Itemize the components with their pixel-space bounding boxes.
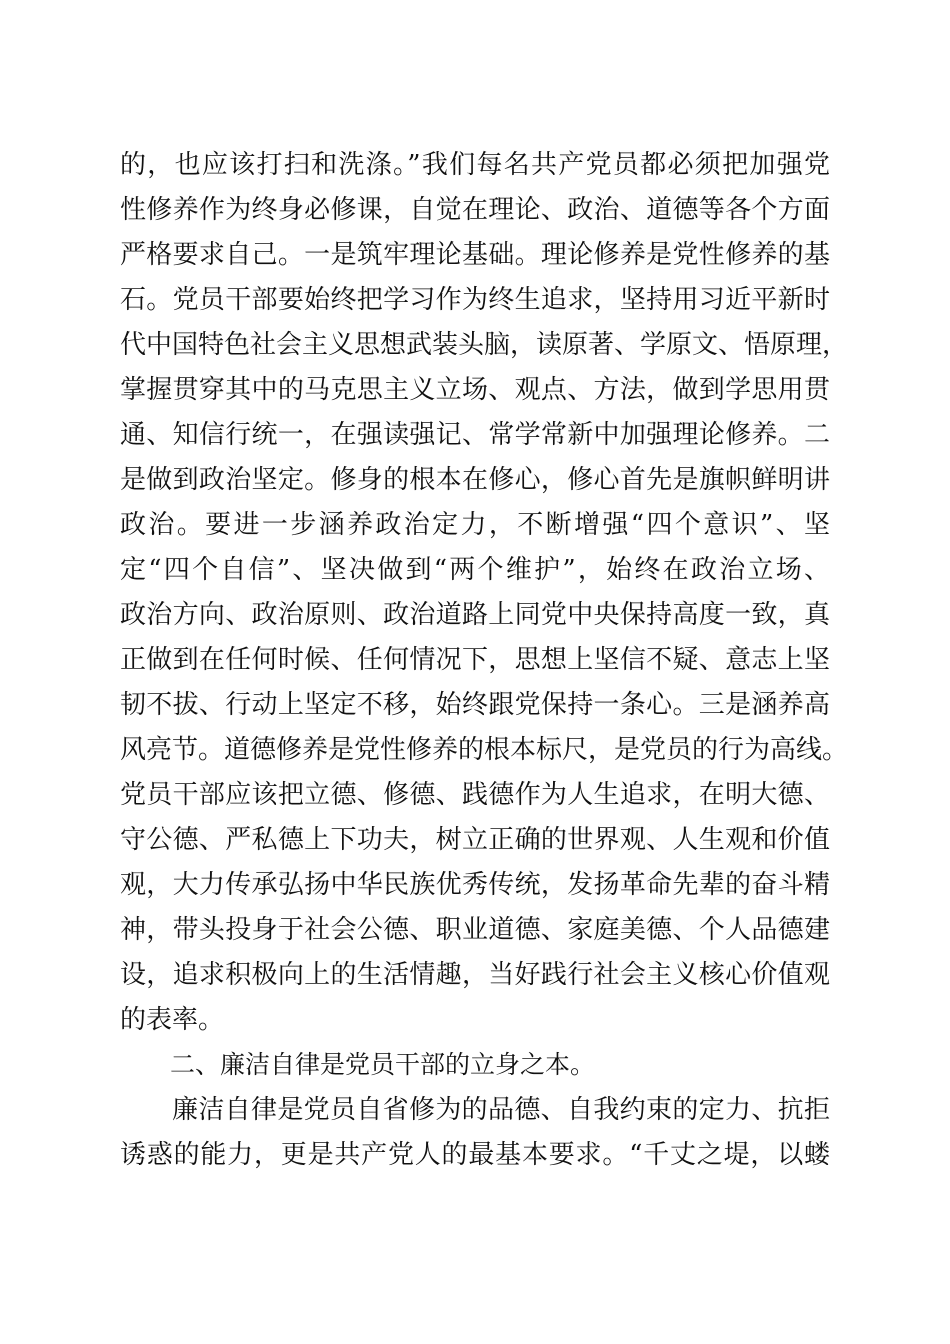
body-text-line: 观，大力传承弘扬中华民族优秀传统，发扬革命先辈的奋斗精	[120, 870, 830, 900]
body-text-line: 正做到在任何时候、任何情况下，思想上坚信不疑、意志上坚	[120, 645, 830, 675]
body-text-line: 廉洁自律是党员自省修为的品德、自我约束的定力、抗拒	[172, 1095, 830, 1125]
body-text-line: 诱惑的能力，更是共产党人的最基本要求。“千丈之堤，以蝼	[120, 1140, 830, 1170]
body-text-line: 设，追求积极向上的生活情趣，当好践行社会主义核心价值观	[120, 960, 830, 990]
body-text-line: 的表率。	[120, 1005, 225, 1035]
body-text-line: 性修养作为终身必修课，自觉在理论、政治、道德等各个方面	[120, 195, 830, 225]
body-text-line: 神，带头投身于社会公德、职业道德、家庭美德、个人品德建	[120, 915, 830, 945]
body-text-line: 的，也应该打扫和洗涤。”我们每名共产党员都必须把加强党	[120, 150, 830, 180]
body-text-line: 定“四个自信”、坚决做到“两个维护”，始终在政治立场、	[120, 555, 830, 585]
body-text-line: 党员干部应该把立德、修德、践德作为人生追求，在明大德、	[120, 780, 830, 810]
body-text-line: 政治。要进一步涵养政治定力，不断增强“四个意识”、坚	[120, 510, 830, 540]
body-text-line: 代中国特色社会主义思想武装头脑，读原著、学原文、悟原理，	[120, 330, 849, 360]
body-text-line: 掌握贯穿其中的马克思主义立场、观点、方法，做到学思用贯	[120, 375, 830, 405]
body-text-line: 通、知信行统一，在强读强记、常学常新中加强理论修养。二	[120, 420, 830, 450]
body-text-line: 是做到政治坚定。修身的根本在修心，修心首先是旗帜鲜明讲	[120, 465, 830, 495]
body-text-line: 严格要求自己。一是筑牢理论基础。理论修养是党性修养的基	[120, 240, 830, 270]
body-text-line: 韧不拔、行动上坚定不移，始终跟党保持一条心。三是涵养高	[120, 690, 830, 720]
body-text-line: 守公德、严私德上下功夫，树立正确的世界观、人生观和价值	[120, 825, 830, 855]
body-text-line: 石。党员干部要始终把学习作为终生追求，坚持用习近平新时	[120, 285, 830, 315]
body-text-line: 政治方向、政治原则、政治道路上同党中央保持高度一致，真	[120, 600, 830, 630]
body-text-line: 风亮节。道德修养是党性修养的根本标尺，是党员的行为高线。	[120, 735, 849, 765]
section-heading: 二、廉洁自律是党员干部的立身之本。	[170, 1050, 596, 1079]
